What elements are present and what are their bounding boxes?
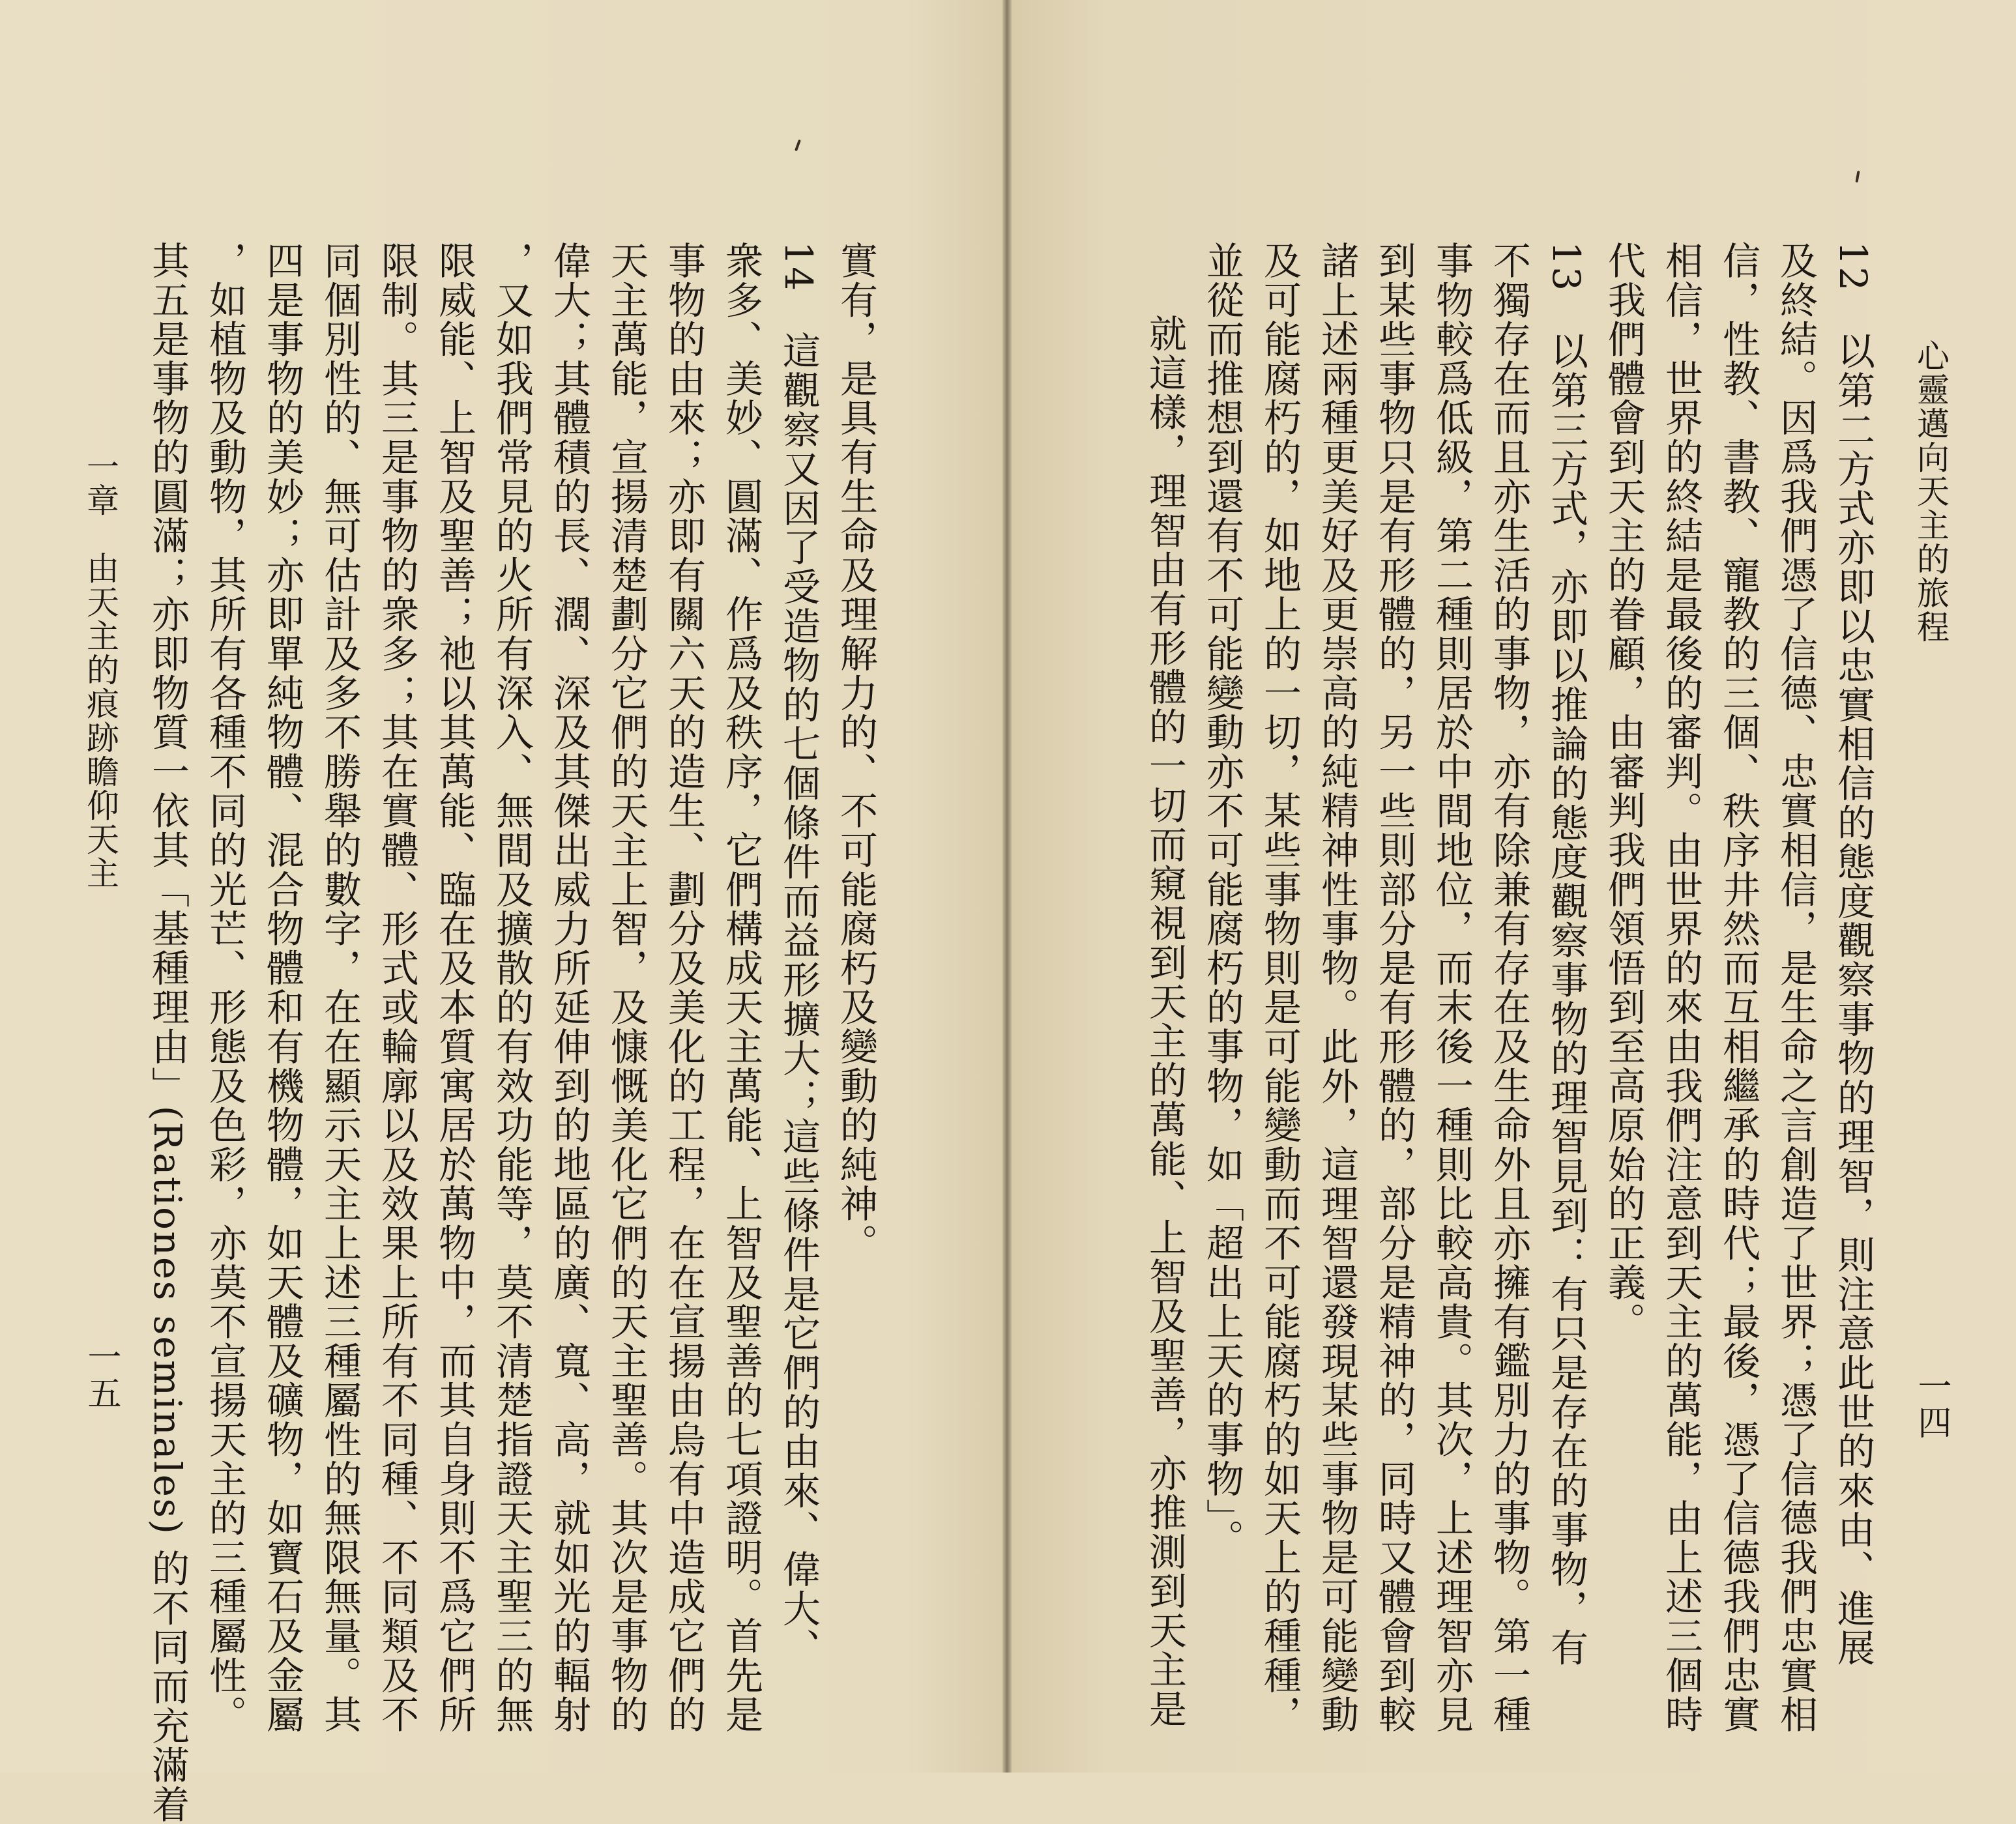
text-column: 實有，是具有生命及理解力的、不可能腐朽及變動的純神。	[834, 241, 878, 1263]
text-column: ，如植物及動物，其所有各種不同的光芒、形態及色彩，亦莫不宣揚天主的三種屬性。	[203, 241, 247, 1735]
text-column: 偉大；其體積的長、濶、深及其傑出威力所延伸到的地區的廣、寬、高，就如光的輻射	[547, 241, 591, 1735]
text-column: 天主萬能，宣揚清楚劃分它們的天主上智，及慷慨美化它們的天主聖善。其次是事物的	[604, 241, 649, 1735]
text-column: 限制。其三是事物的衆多；其在實體、形式或輪廓以及效果上所有不同種、不同類及不	[375, 241, 419, 1735]
running-header: 心靈邁向天主的旅程	[1912, 339, 1950, 644]
page-number: 一四	[1912, 1368, 1951, 1441]
text-column: ，又如我們常見的火所有深入、無間及擴散的有效功能等，莫不清楚指證天主聖三的無	[489, 241, 534, 1735]
text-column: 四是事物的美妙；亦即單純物體、混合物體和有機物體，如天體及礦物，如寶石及金屬	[260, 241, 304, 1735]
text-column: 衆多、美妙、圓滿、作爲及秩序，它們構成天主萬能、上智及聖善的七項證明。首先是	[719, 241, 763, 1735]
text-column: 到某些事物只是有形體的，另一些則部分是有形體的，部分是精神的，同時又體會到較	[1372, 241, 1416, 1735]
text-column: 12 以第二方式亦即以忠實相信的態度觀察事物的理智，則注意此世的來由、進展	[1831, 241, 1875, 1668]
text-column: 及可能腐朽的，如地上的一切，某些事物則是可能變動而不可能腐朽的如天上的種種，	[1257, 241, 1302, 1735]
text-column: 事物的由來；亦即有關六天的造生、劃分及美化的工程，在在宣揚由烏有中造成它們的	[662, 241, 706, 1735]
text-column: 其五是事物的圓滿；亦即物質一依其「基種理由」(Rationes seminales) 的不同而充滿着	[145, 241, 190, 1824]
text-column: 同個別性的、無可估計及多不勝舉的數字，在在顯示天主上述三種屬性的無限無量。其	[317, 241, 362, 1735]
right-page	[1009, 0, 2016, 1773]
paper-speck	[1855, 171, 1860, 182]
text-column: 13 以第三方式，亦即以推論的態度觀察事物的理智見到：有只是存在的事物，有	[1544, 241, 1588, 1668]
left-page	[0, 0, 1007, 1824]
text-column: 並從而推想到還有不可能變動亦不可能腐朽的事物，如「超出上天的事物」。	[1200, 241, 1244, 1559]
page-number: 一五	[81, 1339, 121, 1412]
text-column: 及終結。因爲我們憑了信德、忠實相信，是生命之言創造了世界；憑了信德我們忠實相	[1774, 241, 1818, 1735]
text-column: 限威能、上智及聖善；祂以其萬能、臨在及本質寓居於萬物中，而其自身則不爲它們所	[432, 241, 476, 1735]
text-column: 事物較爲低級，第二種則居於中間地位，而末後一種則比較高貴。其次，上述理智亦見	[1429, 241, 1474, 1735]
paper-speck	[795, 139, 801, 151]
text-column: 諸上述兩種更美好及更崇高的純精神性事物。此外，這理智還發現某些事物是可能變動	[1315, 241, 1359, 1735]
text-column: 相信，世界的終結是最後的審判。由世界的來由我們注意到天主的萬能，由上述三個時	[1659, 241, 1703, 1735]
text-column: 信，性教、書教、寵教的三個、秩序井然而互相繼承的時代；最後，憑了信德我們忠實	[1716, 241, 1760, 1735]
text-column: 就這樣，理智由有形體的一切而窺視到天主的萬能、上智及聖善，亦推測到天主是	[1143, 314, 1187, 1729]
text-column: 不獨存在而且亦生活的事物，亦有除兼有存在及生命外且亦擁有鑑別力的事物。第一種	[1487, 241, 1531, 1735]
running-footer: 一章 由天主的痕跡瞻仰天主	[81, 450, 119, 890]
text-column: 代我們體會到天主的眷顧，由審判我們領悟到至高原始的正義。	[1601, 241, 1646, 1342]
text-column: 14 這觀察又因了受造物的七個條件而益形擴大；這些條件是它們的由來、偉大、	[776, 241, 821, 1668]
